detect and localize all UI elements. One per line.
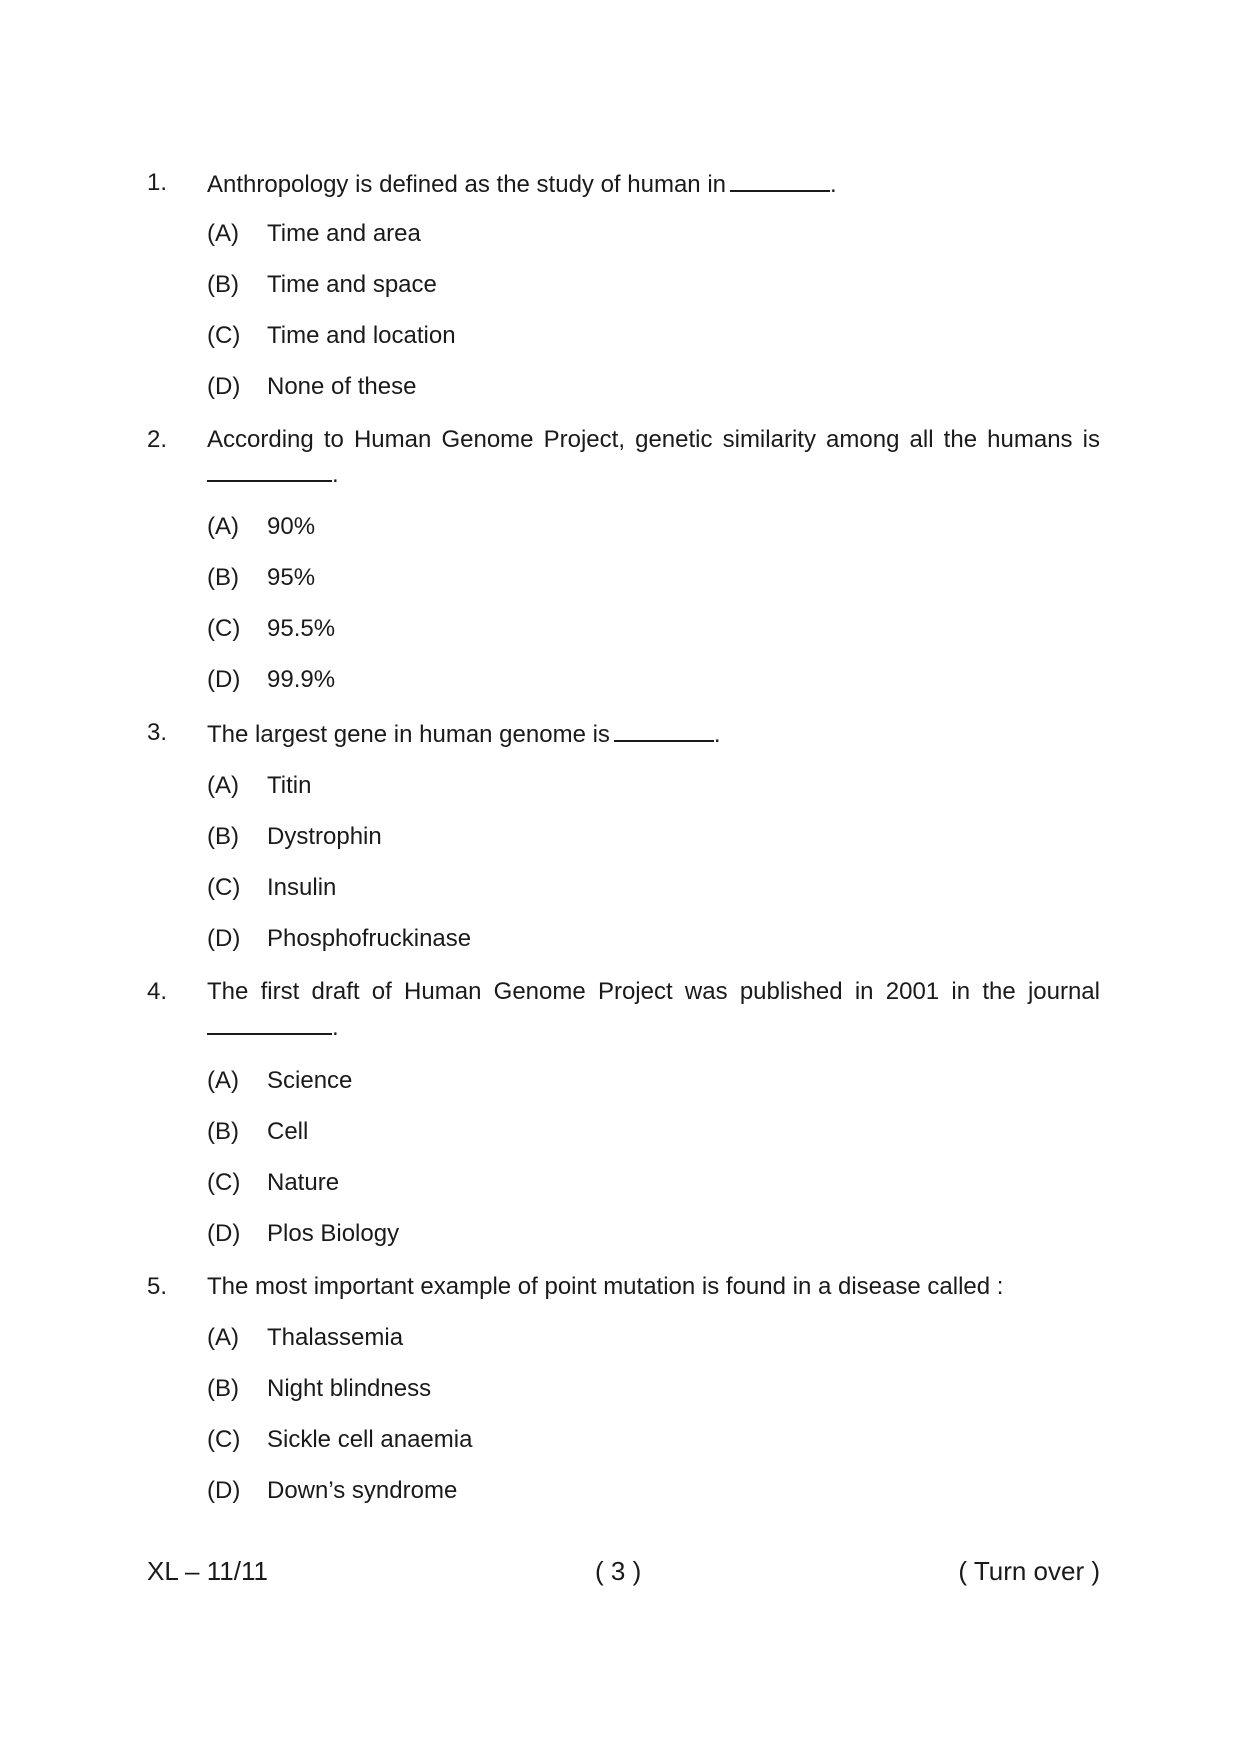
option (207, 219, 421, 249)
question-text: The first draft of Human Genome Project was published in 2001 in the journal (207, 978, 1100, 1005)
question-text-line2 (207, 458, 339, 490)
answer-blank (207, 458, 332, 482)
question-text (207, 168, 1100, 200)
option-text: Insulin (267, 874, 337, 901)
question-text: According to Human Genome Project, genetic similarity among all the humans is (207, 426, 1100, 453)
option-label: (B) (207, 823, 239, 850)
option (207, 270, 437, 300)
option (207, 1168, 339, 1198)
question-suffix: . (830, 171, 837, 198)
option (207, 1117, 308, 1147)
question-stem: Anthropology is defined as the study of human in (207, 171, 726, 198)
answer-blank (207, 1011, 332, 1035)
question-stem: The largest gene in human genome is (207, 721, 610, 748)
option (207, 924, 471, 954)
option-label: (C) (207, 615, 241, 642)
paper-code: XL – 11/11 (147, 1556, 268, 1586)
option (207, 1323, 403, 1353)
turn-over-note: ( Turn over ) (958, 1556, 1100, 1586)
option-label: (A) (207, 1324, 239, 1351)
option-text: Science (267, 1067, 353, 1094)
question-text (207, 718, 1100, 750)
option-label: (D) (207, 1477, 241, 1504)
option-label: (B) (207, 564, 239, 591)
option-text: Titin (267, 772, 312, 799)
option-label: (B) (207, 271, 239, 298)
option (207, 1425, 472, 1455)
question-number: 2. (147, 426, 168, 453)
option-label: (C) (207, 1169, 241, 1196)
option-text: Plos Biology (267, 1220, 400, 1247)
option-text: Time and space (267, 271, 437, 298)
option-text: 95.5% (267, 615, 336, 642)
option-label: (A) (207, 772, 239, 799)
question-suffix: . (332, 461, 339, 488)
option (207, 1219, 399, 1249)
option (207, 1476, 457, 1506)
option-text: Down’s syndrome (267, 1477, 458, 1504)
option-text: Night blindness (267, 1375, 432, 1402)
option-text: Sickle cell anaemia (267, 1426, 473, 1453)
option-text: Dystrophin (267, 823, 382, 850)
option (207, 822, 382, 852)
question-number: 1. (147, 169, 168, 196)
question-suffix: . (713, 721, 721, 748)
option-label: (D) (207, 1220, 241, 1247)
question-number: 4. (147, 978, 168, 1005)
option (207, 321, 456, 351)
question-text-line2 (207, 1011, 339, 1043)
option-label: (D) (207, 666, 241, 693)
option-text: Time and area (267, 220, 421, 247)
option (207, 512, 315, 542)
option-label: (C) (207, 874, 241, 901)
option-text: None of these (267, 373, 417, 400)
option-label: (A) (207, 513, 239, 540)
option-text: Nature (267, 1169, 340, 1196)
option-text: Cell (267, 1118, 309, 1145)
option-label: (B) (207, 1375, 239, 1402)
option (207, 563, 315, 593)
question-number: 3. (147, 719, 168, 746)
option-label: (A) (207, 1067, 239, 1094)
option (207, 614, 335, 644)
option (207, 1374, 431, 1404)
option (207, 1066, 352, 1096)
option-text: Phosphofruckinase (267, 925, 472, 952)
answer-blank (614, 718, 714, 742)
page-number: ( 3 ) (595, 1556, 642, 1586)
option-label: (D) (207, 925, 241, 952)
option-text: 99.9% (267, 666, 336, 693)
option-text: Time and location (267, 322, 456, 349)
option-label: (D) (207, 373, 241, 400)
option (207, 873, 336, 903)
option-text: 95% (267, 564, 316, 591)
question-suffix: . (332, 1014, 339, 1041)
option-label: (C) (207, 322, 241, 349)
option-label: (A) (207, 220, 239, 247)
option (207, 372, 416, 402)
option-text: Thalassemia (267, 1324, 404, 1351)
answer-blank (730, 168, 830, 192)
option-label: (C) (207, 1426, 241, 1453)
option (207, 771, 311, 801)
question-text: The most important example of point mutation is found in a disease called : (207, 1273, 1004, 1300)
option-text: 90% (267, 513, 316, 540)
option (207, 665, 335, 695)
question-number: 5. (147, 1273, 168, 1300)
option-label: (B) (207, 1118, 239, 1145)
